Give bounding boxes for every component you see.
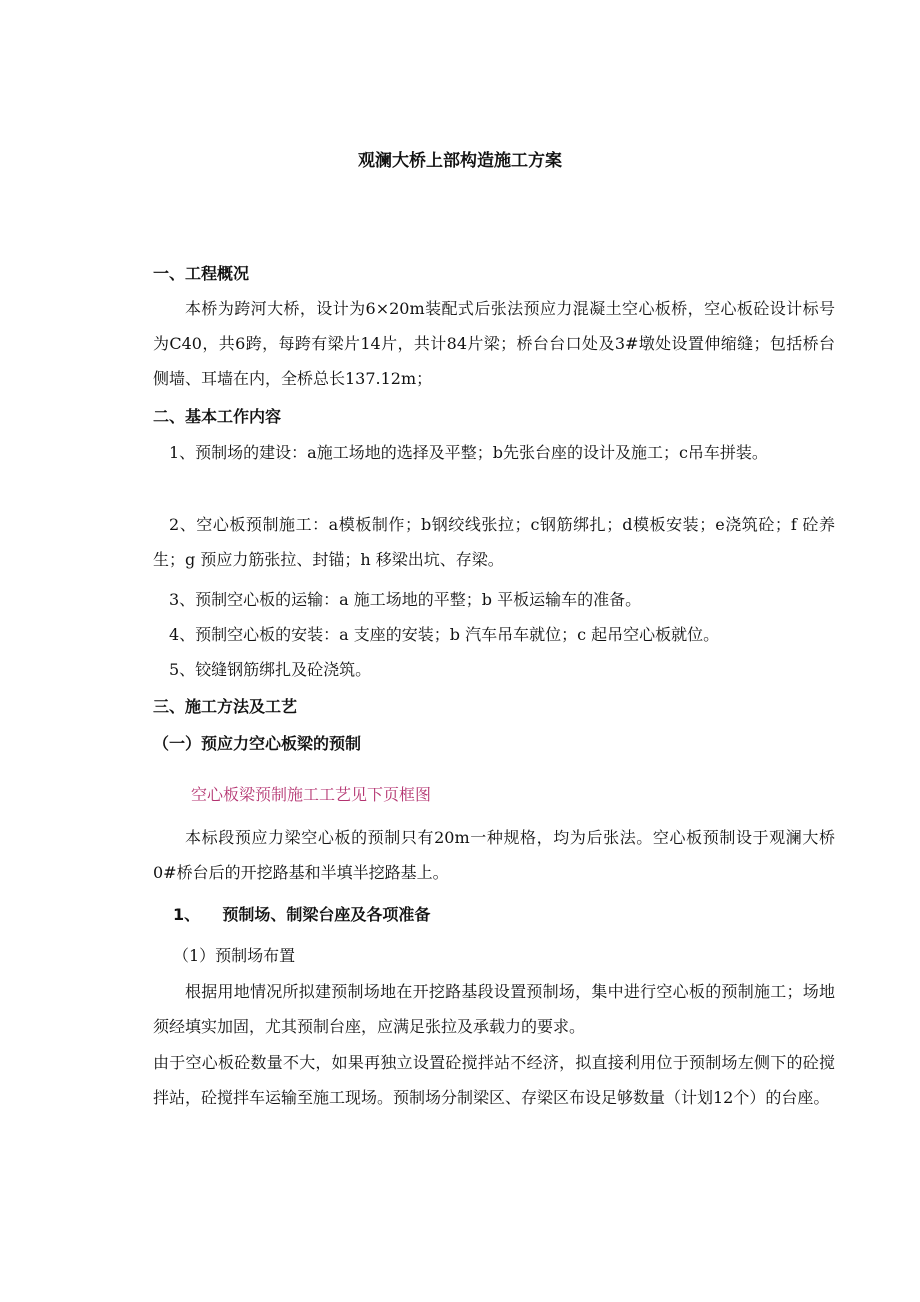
list-item: 4、预制空心板的安装：a 支座的安装；b 汽车吊车就位；c 起吊空心板就位。 (169, 625, 720, 644)
document-title: 观澜大桥上部构造施工方案 (358, 151, 562, 171)
list-item: 1、预制场的建设：a施工场地的选择及平整；b先张台座的设计及施工；c吊车拼装。 (169, 443, 768, 462)
item-1-heading: 1、 预制场、制梁台座及各项准备 (173, 905, 431, 924)
section-1-heading: 一、工程概况 (153, 264, 250, 283)
list-item: 5、铰缝钢筋绑扎及砼浇筑。 (169, 660, 372, 679)
item-1-subheading: （1）预制场布置 (173, 946, 296, 965)
list-item: 3、预制空心板的运输：a 施工场地的平整；b 平板运输车的准备。 (169, 590, 642, 609)
section-3-paragraph-3: 由于空心板砼数量不大，如果再独立设置砼搅拌站不经济，拟直接利用位于预制场左侧下的砼搅拌站，砼搅拌车运输至施工现场。预制场分制梁区、存梁区布设足够数量（计划12个）的台座。 (153, 1053, 835, 1107)
section-2-heading: 二、基本工作内容 (153, 407, 282, 426)
section-1-paragraph: 本桥为跨河大桥，设计为6×20m装配式后张法预应力混凝土空心板桥，空心板砼设计标号为C40，共6跨，每跨有梁片14片，共计84片梁；桥台台口处及3#墩处设置伸缩缝；包括桥台侧墙、耳墙在内，全桥总长137.12m； (153, 299, 835, 388)
flowchart-note: 空心板梁预制施工工艺见下页框图 (191, 785, 432, 804)
list-item: 2、空心板预制施工：a模板制作；b钢绞线张拉；c钢筋绑扎；d模板安装；e浇筑砼；f 砼养生；g 预应力筋张拉、封锚；h 移梁出坑、存梁。 (153, 515, 835, 569)
section-3-heading: 三、施工方法及工艺 (153, 697, 298, 716)
section-3-paragraph-2: 根据用地情况所拟建预制场地在开挖路基段设置预制场，集中进行空心板的预制施工；场地须经填实加固，尤其预制台座，应满足张拉及承载力的要求。 (153, 982, 835, 1036)
section-3-subheading: （一）预应力空心板梁的预制 (153, 734, 362, 753)
section-3-paragraph-1: 本标段预应力梁空心板的预制只有20m一种规格，均为后张法。空心板预制设于观澜大桥0#桥台后的开挖路基和半填半挖路基上。 (153, 828, 835, 882)
